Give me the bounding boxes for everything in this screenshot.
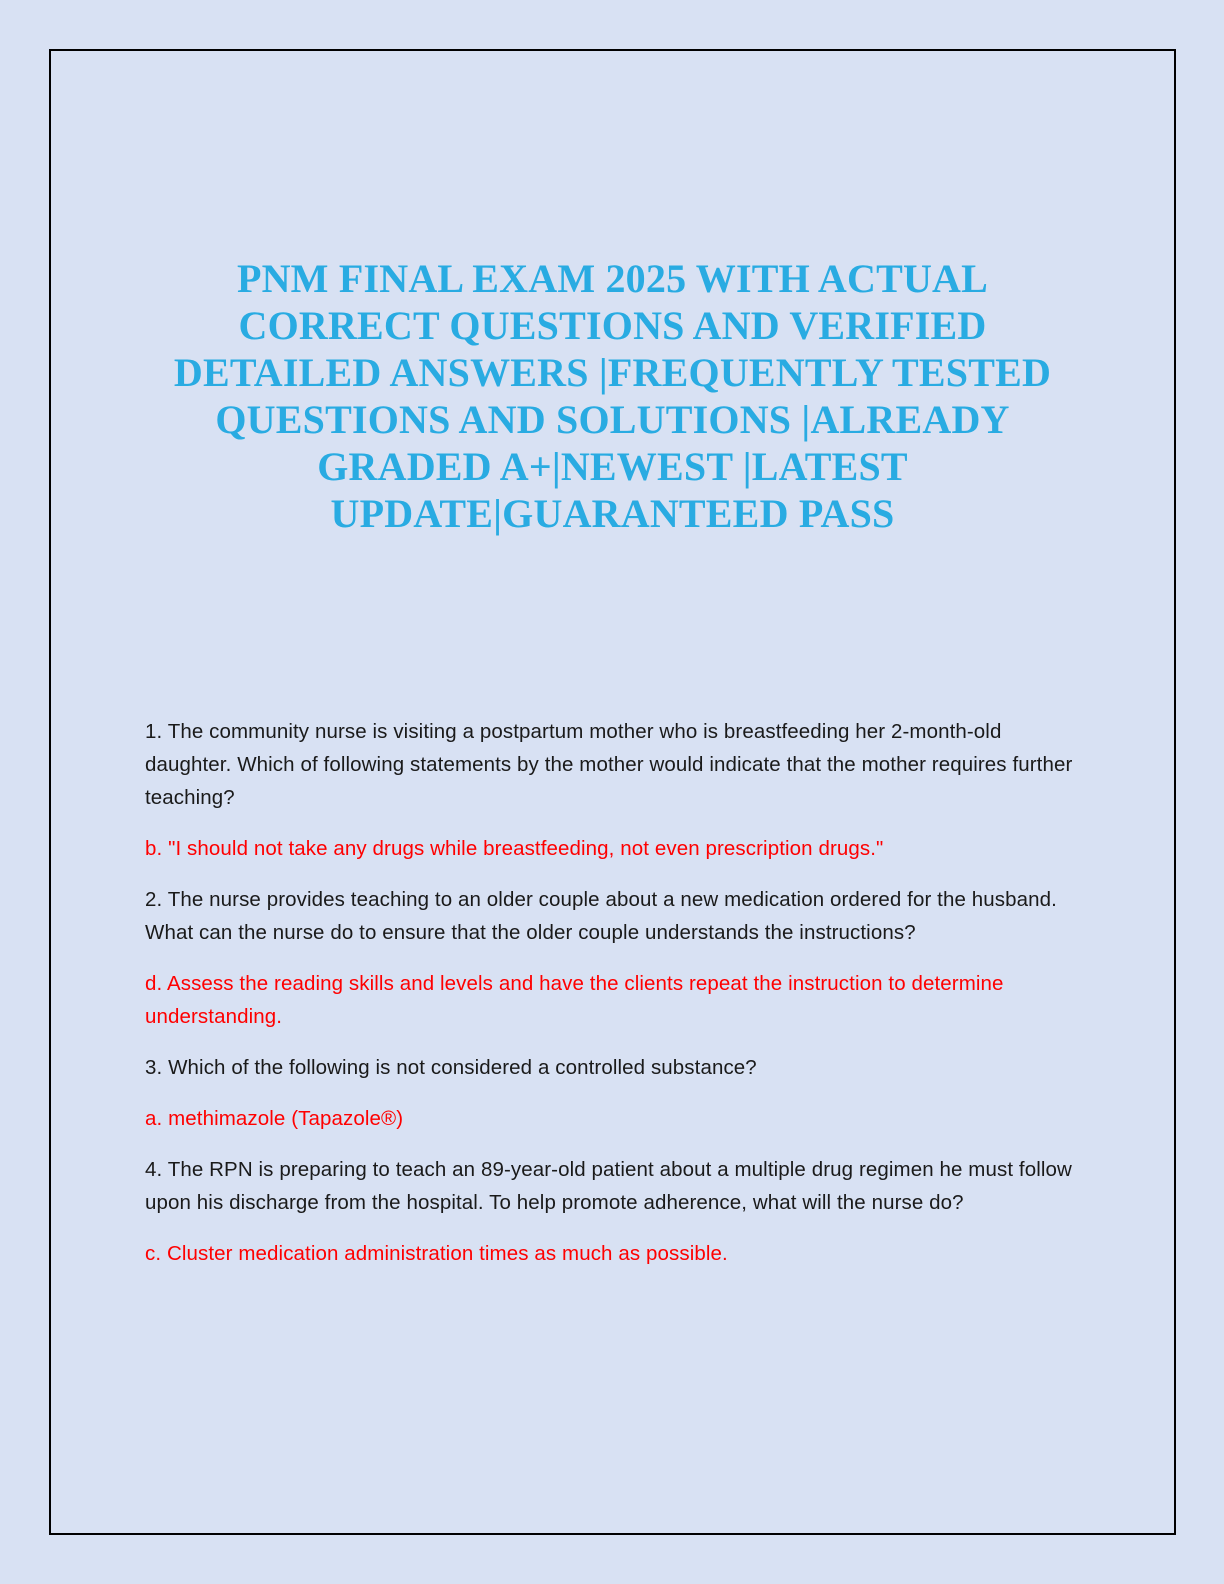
title-line: CORRECT QUESTIONS AND VERIFIED: [238, 303, 987, 348]
title-line: GRADED A+|NEWEST |LATEST: [317, 444, 908, 489]
question-text: 3. Which of the following is not considered a controlled substance?: [145, 1056, 757, 1079]
title-line: PNM FINAL EXAM 2025 WITH ACTUAL: [236, 256, 989, 301]
question-text: 2. The nurse provides teaching to an older couple about a new medication ordered for the husband. What can the nurse do to ensure that the older couple understands the instructions?: [145, 888, 1057, 944]
answer-text: c. Cluster medication administration times as much as possible.: [145, 1242, 728, 1265]
title-line: UPDATE|GUARANTEED PASS: [330, 491, 895, 536]
question-text: 4. The RPN is preparing to teach an 89-year-old patient about a multiple drug regimen he must follow upon his discharge from the hospital. To help promote adherence, what will the nurse do?: [145, 1158, 1072, 1214]
title-line: QUESTIONS AND SOLUTIONS |ALREADY: [215, 397, 1010, 442]
answer-text: a. methimazole (Tapazole®): [145, 1107, 404, 1130]
document-title: [91, 255, 1134, 537]
page-border: [49, 49, 1176, 1535]
answer-text: b. "I should not take any drugs while breastfeeding, not even prescription drugs.": [145, 837, 884, 860]
title-line: DETAILED ANSWERS |FREQUENTLY TESTED: [173, 350, 1052, 395]
question-answer-list: [51, 715, 1174, 1270]
question-text: 1. The community nurse is visiting a postpartum mother who is breastfeeding her 2-month-old daughter. Which of following statements by the mother would indicate that the mother requires further teaching?: [145, 720, 1073, 809]
answer-text: d. Assess the reading skills and levels and have the clients repeat the instruction to determine understanding.: [145, 972, 1004, 1028]
